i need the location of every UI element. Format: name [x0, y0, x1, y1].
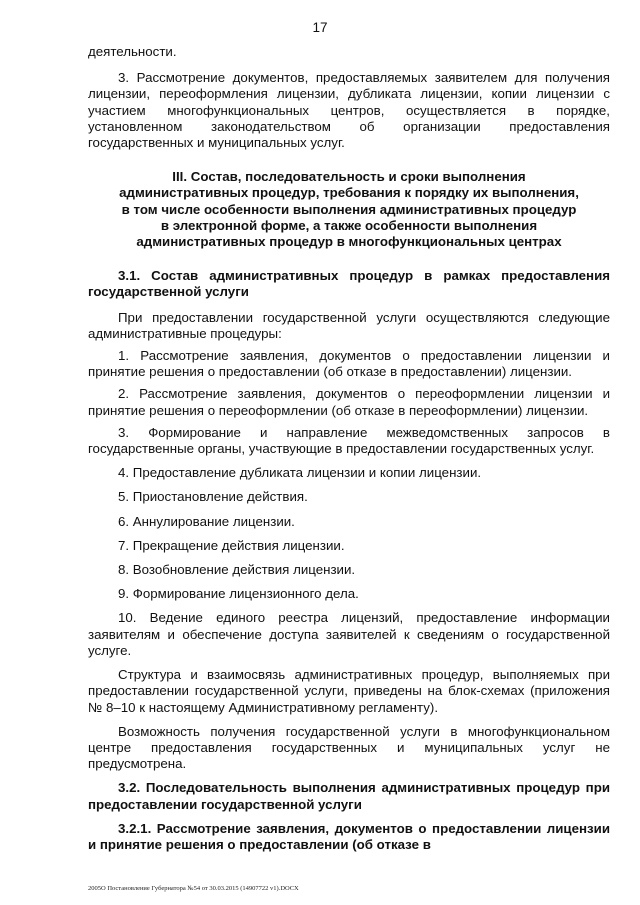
list-item: 7. Прекращение действия лицензии.	[118, 537, 345, 553]
list-item: 5. Приостановление действия.	[118, 489, 308, 505]
list-item: 8. Возобновление действия лицензии.	[118, 562, 356, 578]
paragraph-continuation: деятельности.	[88, 44, 177, 59]
section-heading-line: в том числе особенности выполнения административных процедур	[121, 201, 577, 217]
list-item: 10. Ведение единого реестра лицензий, предоставление информации заявителям и обеспечение доступа заявителей к сведениям о государственной услуге.	[88, 610, 610, 658]
list-item: 4. Предоставление дубликата лицензии и копии лицензии.	[118, 465, 482, 481]
list-item: 2. Рассмотрение заявления, документов о переоформлении лицензии и принятие решения о переоформлении (об отказе в переоформлении) лицензии.	[88, 386, 610, 418]
section-heading-line: административных процедур, требования к порядку их выполнения,	[119, 185, 579, 201]
list-item: 9. Формирование лицензионного дела.	[118, 586, 359, 602]
section-heading-line: административных процедур в многофункциональных центрах	[136, 234, 562, 250]
subsection-heading-3-2: 3.2. Последовательность выполнения административных процедур при предоставлении государственной услуги	[88, 780, 610, 812]
list-item: 3. Формирование и направление межведомственных запросов в государственные органы, участвующие в предоставлении государственных услуг.	[88, 424, 610, 457]
page-number: 17	[312, 20, 328, 35]
section-heading	[88, 169, 610, 250]
paragraph-mfc-availability: Возможность получения государственной услуги в многофункциональном центре предоставления государственных и муниципальных услуг не предусмотрена.	[88, 723, 610, 772]
list-item: 1. Рассмотрение заявления, документов о предоставлении лицензии и принятие решения о предоставлении (об отказе в предоставлении) лицензии.	[88, 348, 610, 380]
document-footer: 2005О Постановление Губернатора №54 от 30.03.2015 (14907722 v1).DOCX	[88, 885, 299, 892]
paragraph-structure: Структура и взаимосвязь административных процедур, выполняемых при предоставлении государственной услуги, приведены на блок-схемах (приложения № 8–10 к настоящему Административному регламенту).	[88, 667, 610, 715]
document-body	[88, 44, 610, 853]
subsection-heading-3-1: 3.1. Состав административных процедур в рамках предоставления государственной услуги	[88, 268, 610, 300]
section-heading-line: III. Состав, последовательность и сроки выполнения	[172, 169, 526, 185]
paragraph-item-3-mfc: 3. Рассмотрение документов, предоставляемых заявителем для получения лицензии, переоформления лицензии, дубликата лицензии, копии лицензии с участием многофункциональных центров, осуществляется в порядке, установленном законодательством об организации предоставления государственных и муниципальных услуг.	[88, 70, 610, 151]
section-heading-line: в электронной форме, а также особенности выполнения	[160, 217, 538, 233]
paragraph-intro: При предоставлении государственной услуги осуществляются следующие административные процедуры:	[88, 309, 610, 341]
list-item: 6. Аннулирование лицензии.	[118, 513, 295, 529]
subsection-heading-3-2-1: 3.2.1. Рассмотрение заявления, документов о предоставлении лицензии и принятие решения о предоставлении (об отказе в	[88, 820, 610, 852]
